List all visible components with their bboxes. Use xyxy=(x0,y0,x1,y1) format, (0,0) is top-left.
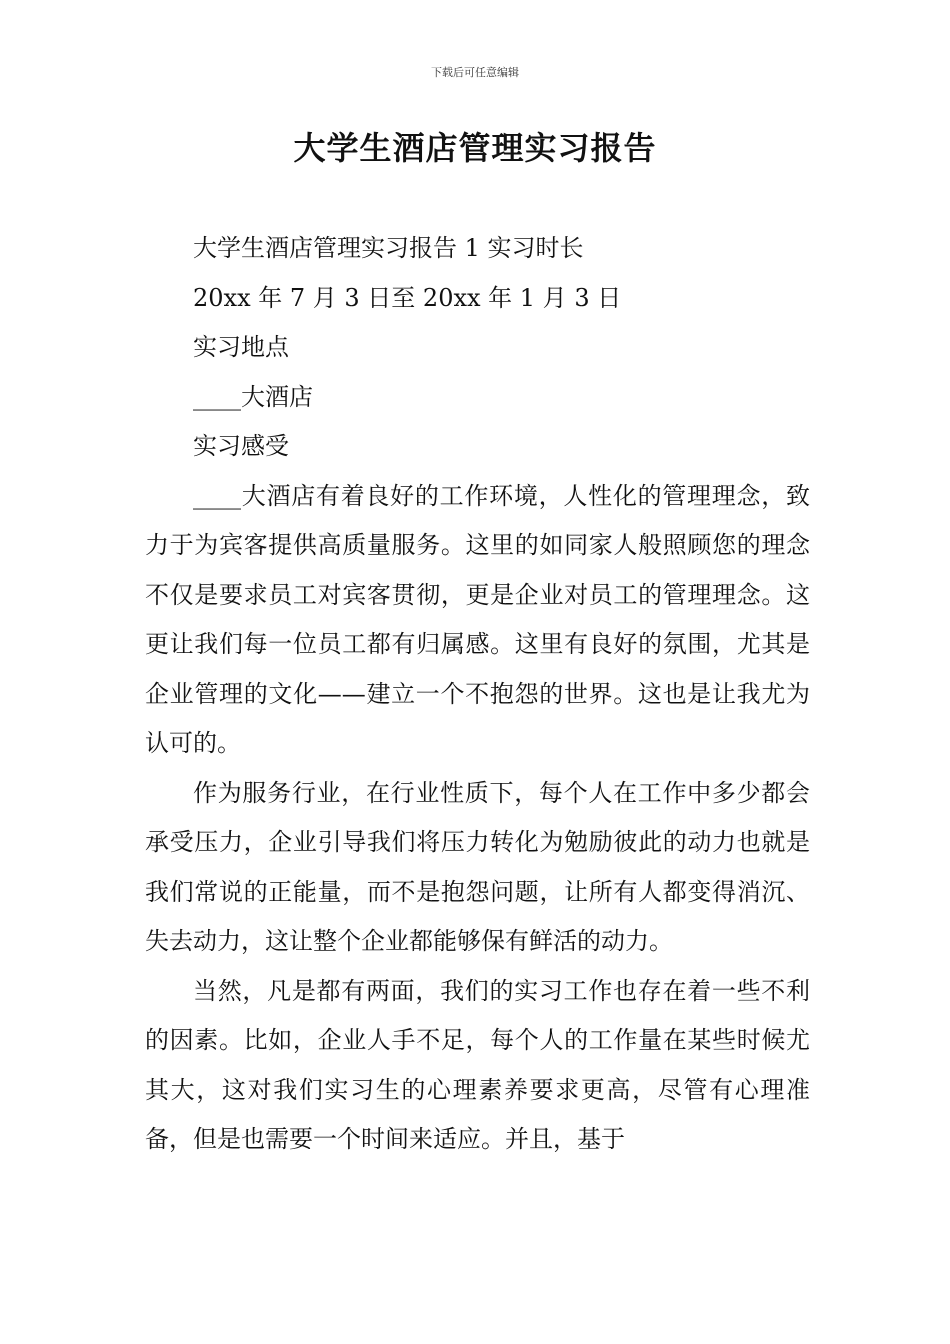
document-body xyxy=(145,224,810,1165)
document-title: 大学生酒店管理实习报告 xyxy=(293,129,657,167)
section-line-location-value: ____大酒店 xyxy=(193,382,313,411)
section-line-date-range: 20xx 年 7 月 3 日至 20xx 年 1 月 3 日 xyxy=(193,283,622,312)
paragraph-2: 作为服务行业，在行业性质下，每个人在工作中多少都会承受压力，企业引导我们将压力转化为勉励彼此的动力也就是我们常说的正能量，而不是抱怨问题，让所有人都变得消沉、失去动力，这让整个企业都能够保有鲜活的动力。 xyxy=(145,778,810,955)
section-line-feelings-label: 实习感受 xyxy=(193,432,289,460)
section-line-location-label: 实习地点 xyxy=(193,333,289,361)
header-note: 下载后可任意编辑 xyxy=(431,66,519,79)
paragraph-1: ____大酒店有着良好的工作环境，人性化的管理理念，致力于为宾客提供高质量服务。这里的如同家人般照顾您的理念不仅是要求员工对宾客贯彻，更是企业对员工的管理理念。这更让我们每一位员工都有归属感。这里有良好的氛围，尤其是企业管理的文化——建立一个不抱怨的世界。这也是让我尤为认可的。 xyxy=(145,481,810,757)
section-line-report-heading: 大学生酒店管理实习报告 1 实习时长 xyxy=(193,234,584,262)
paragraph-3: 当然，凡是都有两面，我们的实习工作也存在着一些不利的因素。比如，企业人手不足，每个人的工作量在某些时候尤其大，这对我们实习生的心理素养要求更高，尽管有心理准备，但是也需要一个时间来适应。并且，基于 xyxy=(145,976,810,1153)
